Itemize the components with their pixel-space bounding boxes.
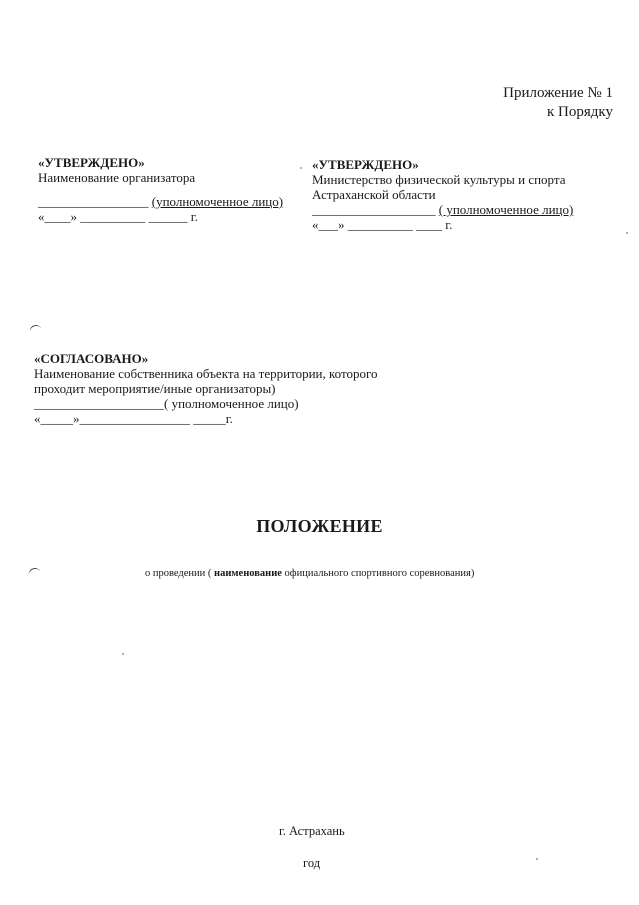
approved-right-blank: ___________________	[312, 202, 436, 217]
agreed-signer: ( уполномоченное лицо)	[164, 396, 299, 411]
approved-left-signer: (уполномоченное лицо)	[151, 194, 284, 209]
document-title: ПОЛОЖЕНИЕ	[256, 516, 383, 536]
appendix-number: Приложение № 1	[503, 85, 613, 101]
approved-left-date: «____» __________ ______ г.	[38, 209, 198, 224]
approved-right-org-line1: Министерство физической культуры и спорта	[312, 172, 566, 187]
approved-left-block	[38, 155, 283, 224]
subtitle-bold: наименование	[211, 568, 282, 579]
approved-right-signature-line	[312, 202, 573, 217]
agreed-date: «_____»_________________ _____г.	[34, 411, 233, 426]
approved-left-blank: _________________	[38, 194, 149, 209]
appendix-reference: к Порядку	[547, 104, 613, 120]
agreed-org-line2: проходит мероприятие/иные организаторы)	[34, 381, 276, 396]
approved-left-signature-line	[38, 194, 283, 209]
agreed-blank: ____________________	[34, 396, 164, 411]
document-city: г. Астрахань	[279, 824, 345, 838]
scan-dot-icon	[122, 653, 124, 655]
scan-dot-icon	[626, 232, 628, 234]
approved-right-org-line2: Астраханской области	[312, 187, 436, 202]
approved-right-heading: «УТВЕРЖДЕНО»	[312, 157, 419, 172]
document-year: год	[303, 856, 321, 870]
subtitle-suffix: официального спортивного соревнования)	[281, 568, 475, 579]
appendix-header	[503, 84, 613, 122]
subtitle-prefix: о проведении (	[145, 568, 212, 579]
approved-right-signer: ( уполномоченное лицо)	[438, 202, 574, 217]
agreed-org-line1: Наименование собственника объекта на территории, которого	[34, 366, 378, 381]
approved-left-heading: «УТВЕРЖДЕНО»	[38, 155, 145, 170]
agreed-heading: «СОГЛАСОВАНО»	[34, 351, 149, 366]
approved-right-date: «___» __________ ____ г.	[312, 217, 453, 232]
scan-dot-icon	[536, 858, 538, 860]
scan-mark-icon	[29, 324, 44, 340]
agreed-signature-line	[34, 396, 378, 411]
approved-left-org: Наименование организатора	[38, 170, 196, 185]
scan-mark-icon	[28, 567, 43, 583]
document-subtitle	[145, 568, 474, 579]
scan-dot-icon	[300, 167, 302, 169]
approved-right-block	[312, 157, 573, 232]
agreed-block	[34, 351, 378, 426]
